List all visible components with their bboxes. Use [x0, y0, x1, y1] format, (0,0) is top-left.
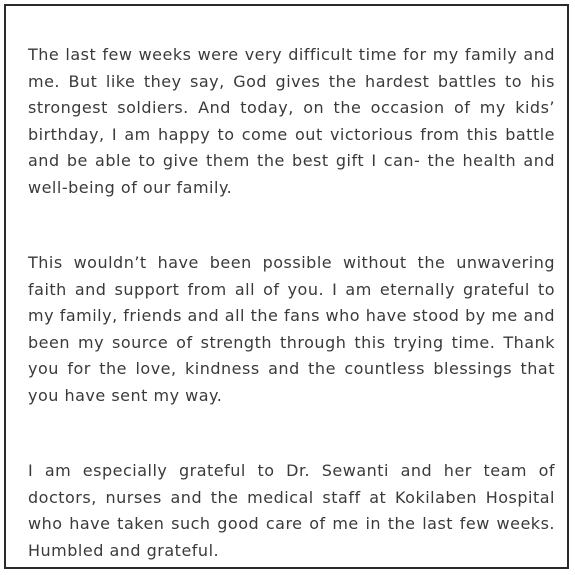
paragraph-thanks-doctors: I am especially grateful to Dr. Sewanti and her team of doctors, nurses and the medical staff at Kokilaben Hospital who have taken such good care of me in the last few weeks. Humbled and grateful. — [28, 461, 555, 560]
paragraph-difficult-weeks: The last few weeks were very difficult time for my family and me. But like they say, God gives the hardest battles to his strongest soldiers. And today, on the occasion of my kids’ birthday, I am happy to come out victorious from this battle and be able to give them the best gift I can- the health and well-being of our family. — [28, 45, 555, 197]
statement-frame — [4, 4, 569, 569]
paragraph-gratitude-support: This wouldn’t have been possible without the unwavering faith and support from all of you. I am eternally grateful to my family, friends and all the fans who have stood by me and been my source of strength through this trying time. Thank you for the love, kindness and the countless blessings that you have sent my way. — [28, 253, 555, 405]
